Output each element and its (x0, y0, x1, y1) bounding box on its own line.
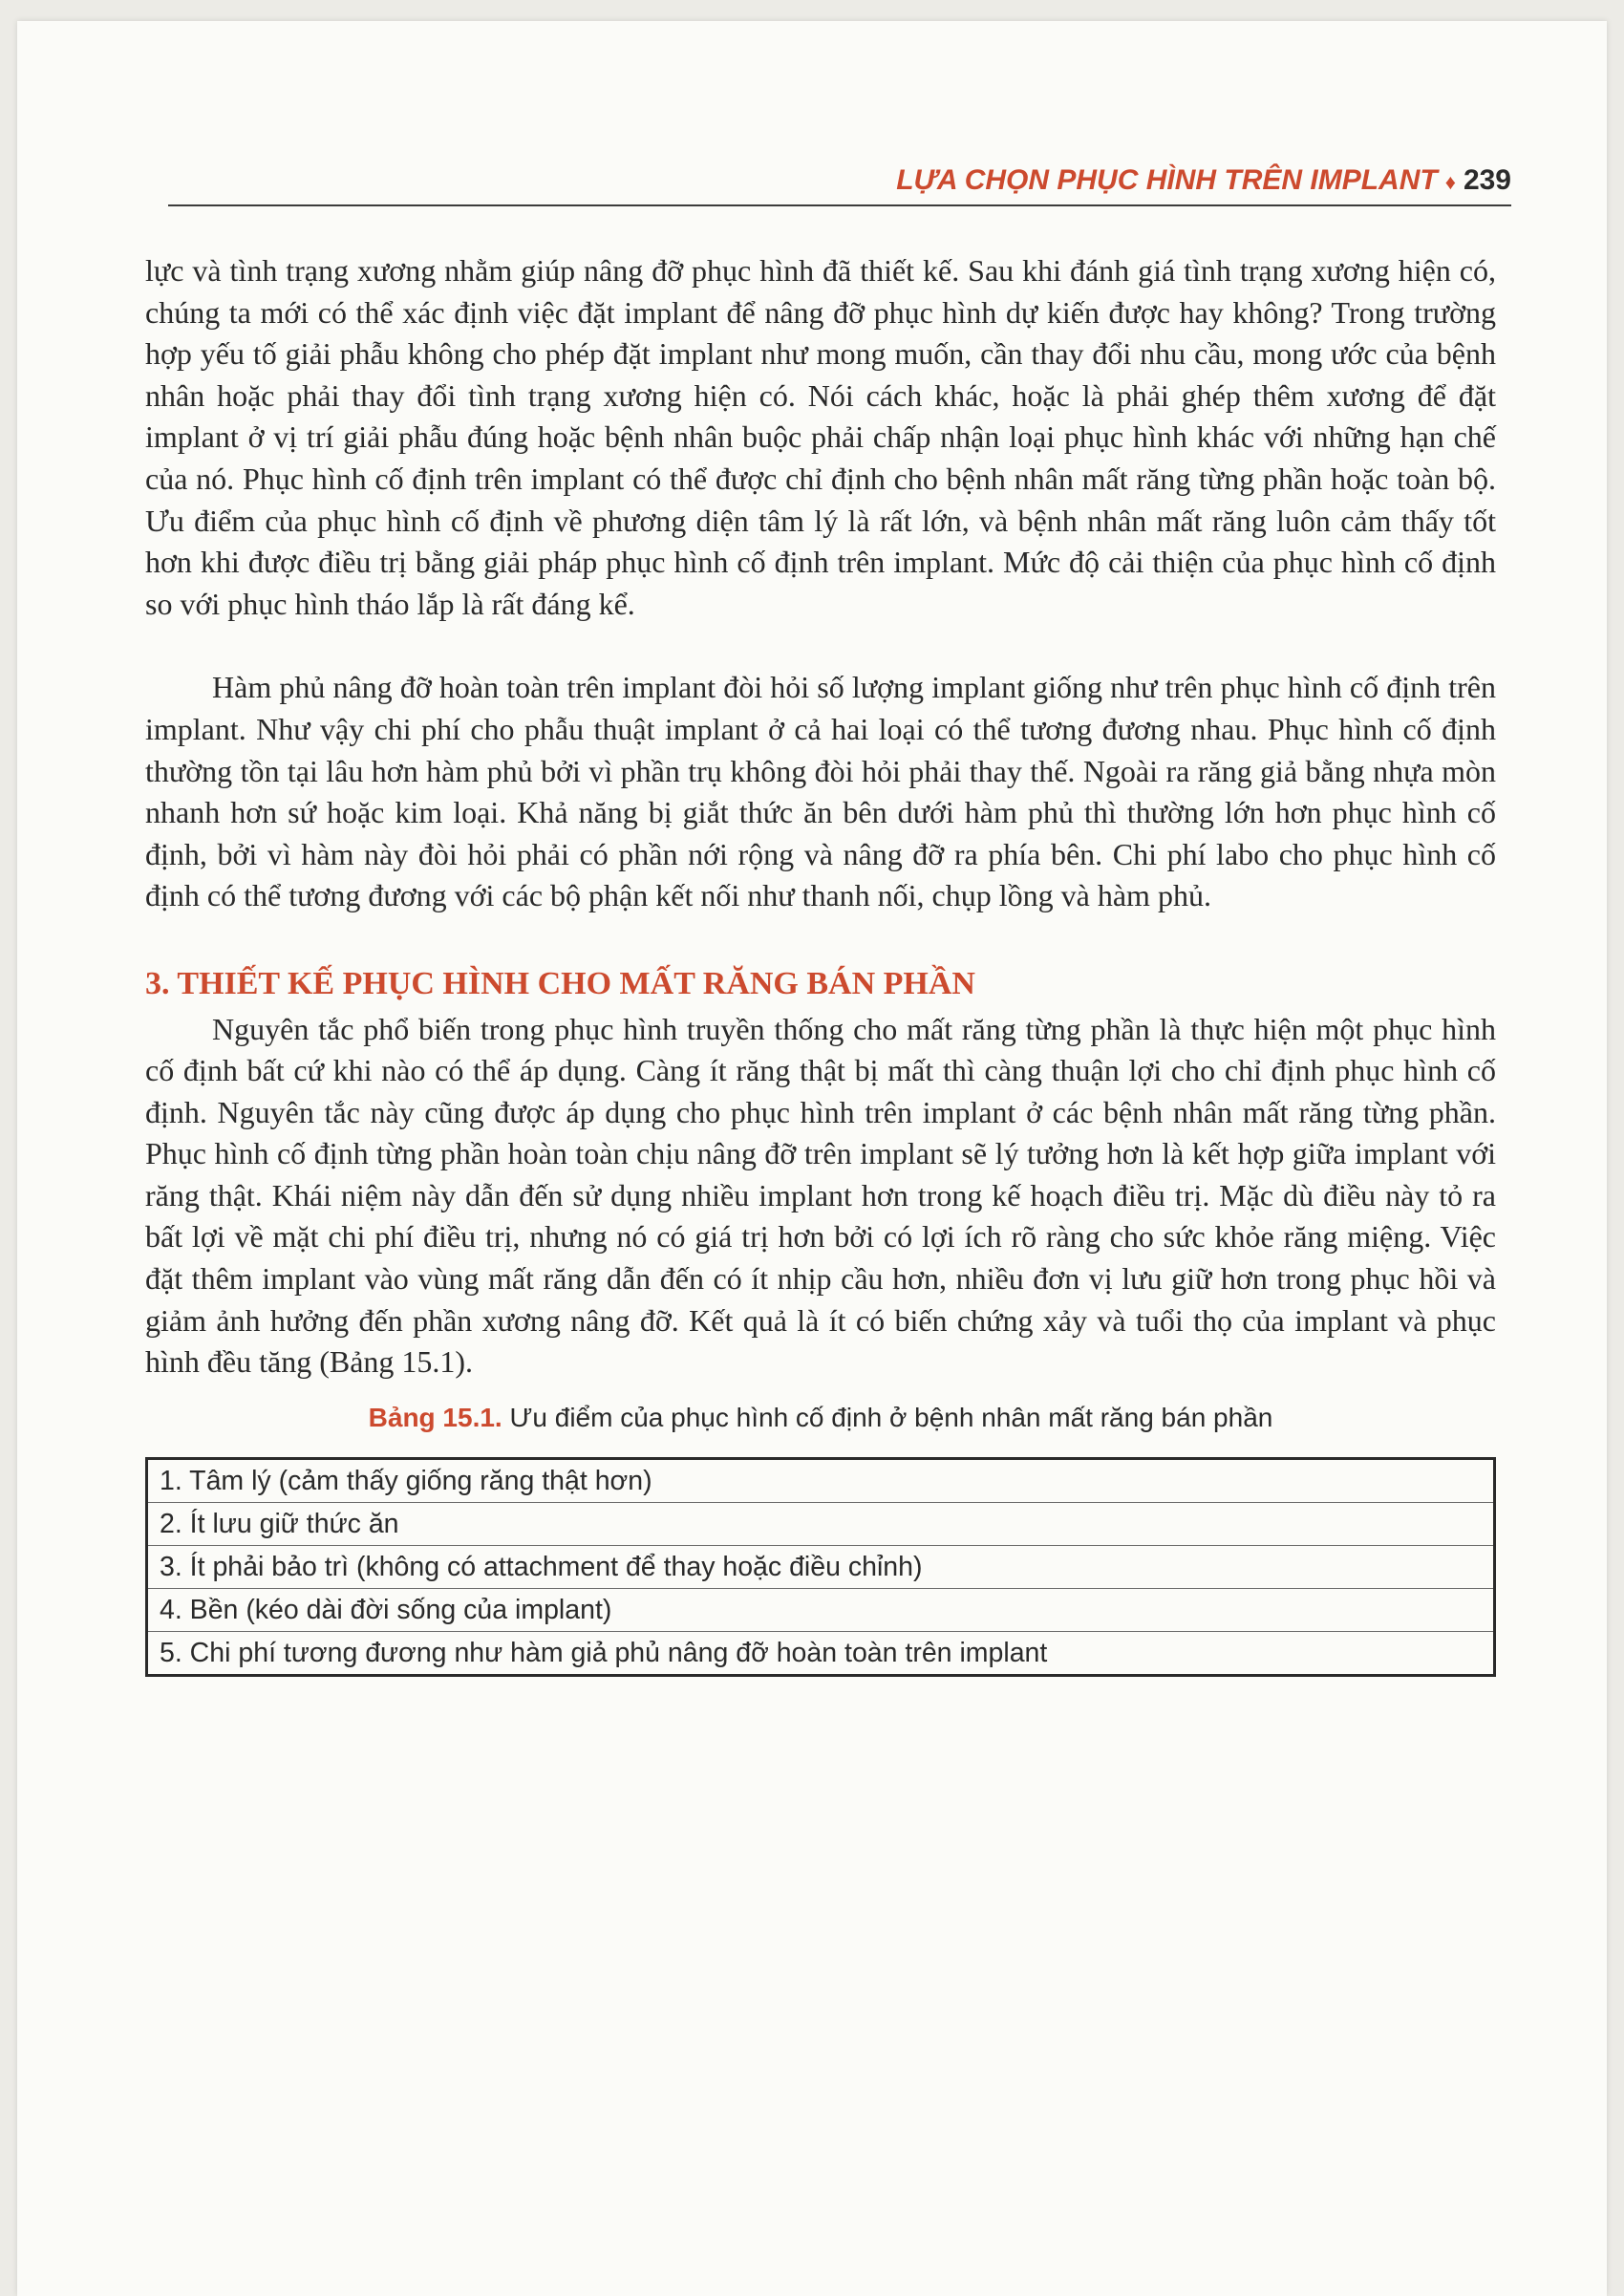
table-row: 2. Ít lưu giữ thức ăn (148, 1503, 1493, 1546)
table-caption (145, 1397, 1496, 1439)
diamond-icon: ♦ (1444, 170, 1456, 194)
table-row: 1. Tâm lý (cảm thấy giống răng thật hơn) (148, 1460, 1493, 1503)
page-content (145, 250, 1496, 1677)
section-title: 3. THIẾT KẾ PHỤC HÌNH CHO MẤT RĂNG BÁN PHẦN (145, 965, 975, 1001)
running-header (168, 164, 1511, 206)
table-15-1 (145, 1457, 1496, 1677)
page-number: 239 (1463, 164, 1511, 196)
table-row: 5. Chi phí tương đương như hàm giả phủ nâng đỡ hoàn toàn trên implant (160, 1638, 1048, 1669)
paragraph-3: Nguyên tắc phổ biến trong phục hình truyền thống cho mất răng từng phần là thực hiện một phục hình cố định bất cứ khi nào có thể áp dụng. Càng ít răng thật bị mất thì càng thuận lợi cho chỉ định phục hình cố định. Nguyên tắc này cũng được áp dụng cho phục hình trên implant ở các bệnh nhân mất răng từng phần. Phục hình cố định từng phần hoàn toàn chịu nâng đỡ trên implant sẽ lý tưởng hơn là kết hợp giữa implant với răng thật. Khái niệm này dẫn đến sử dụng nhiều implant hơn trong kế hoạch điều trị. Mặc dù điều này tỏ ra bất lợi về mặt chi phí điều trị, nhưng nó có giá trị hơn bởi có lợi ích rõ ràng cho sức khỏe răng miệng. Việc đặt thêm implant vào vùng mất răng dẫn đến có ít nhịp cầu hơn, nhiều đơn vị lưu giữ hơn trong phục hồi và giảm ảnh hưởng đến phần xương nâng đỡ. Kết quả là ít có biến chứng xảy và tuổi thọ của implant và phục hình đều tăng (Bảng 15.1). (145, 1011, 1496, 1380)
table-row: 3. Ít phải bảo trì (không có attachment để thay hoặc điều chỉnh) (148, 1546, 1493, 1589)
paragraph-2: Hàm phủ nâng đỡ hoàn toàn trên implant đòi hỏi số lượng implant giống như trên phục hình cố định trên implant. Như vậy chi phí cho phẫu thuật implant ở cả hai loại có thể tương đương nhau. Phục hình cố định thường tồn tại lâu hơn hàm phủ bởi vì phần trụ không đòi hỏi phải thay thế. Ngoài ra răng giả bằng nhựa mòn nhanh hơn sứ hoặc kim loại. Khả năng bị giắt thức ăn bên dưới hàm phủ thì thường lớn hơn phục hình cố định, bởi vì hàm này đòi hỏi phải có phần nới rộng và nâng đỡ ra phía bên. Chi phí labo cho phục hình cố định có thể tương đương với các bộ phận kết nối như thanh nối, chụp lồng và hàm phủ. (145, 670, 1496, 913)
table-caption-label: Bảng 15.1. (368, 1402, 502, 1432)
table-caption-text: Ưu điểm của phục hình cố định ở bệnh nhân mất răng bán phần (509, 1402, 1273, 1432)
paragraph-1: lực và tình trạng xương nhằm giúp nâng đỡ phục hình đã thiết kế. Sau khi đánh giá tình trạng xương hiện có, chúng ta mới có thể xác định việc đặt implant để nâng đỡ phục hình dự kiến được hay không? Trong trường hợp yếu tố giải phẫu không cho phép đặt implant như mong muốn, cần thay đổi nhu cầu, mong ước của bệnh nhân hoặc phải thay đổi tình trạng xương hiện có. Nói cách khác, hoặc là phải ghép thêm xương để đặt implant ở vị trí giải phẫu đúng hoặc bệnh nhân buộc phải chấp nhận loại phục hình khác với những hạn chế của nó. Phục hình cố định trên implant có thể được chỉ định cho bệnh nhân mất răng từng phần hoặc toàn bộ. Ưu điểm của phục hình cố định về phương diện tâm lý là rất lớn, và bệnh nhân mất răng luôn cảm thấy tốt hơn khi được điều trị bằng giải pháp phục hình cố định trên implant. Mức độ cải thiện của phục hình cố định so với phục hình tháo lắp là rất đáng kể. (145, 253, 1496, 621)
running-header-title: LỰA CHỌN PHỤC HÌNH TRÊN IMPLANT (896, 164, 1438, 196)
table-row: 4. Bền (kéo dài đời sống của implant) (148, 1589, 1493, 1632)
